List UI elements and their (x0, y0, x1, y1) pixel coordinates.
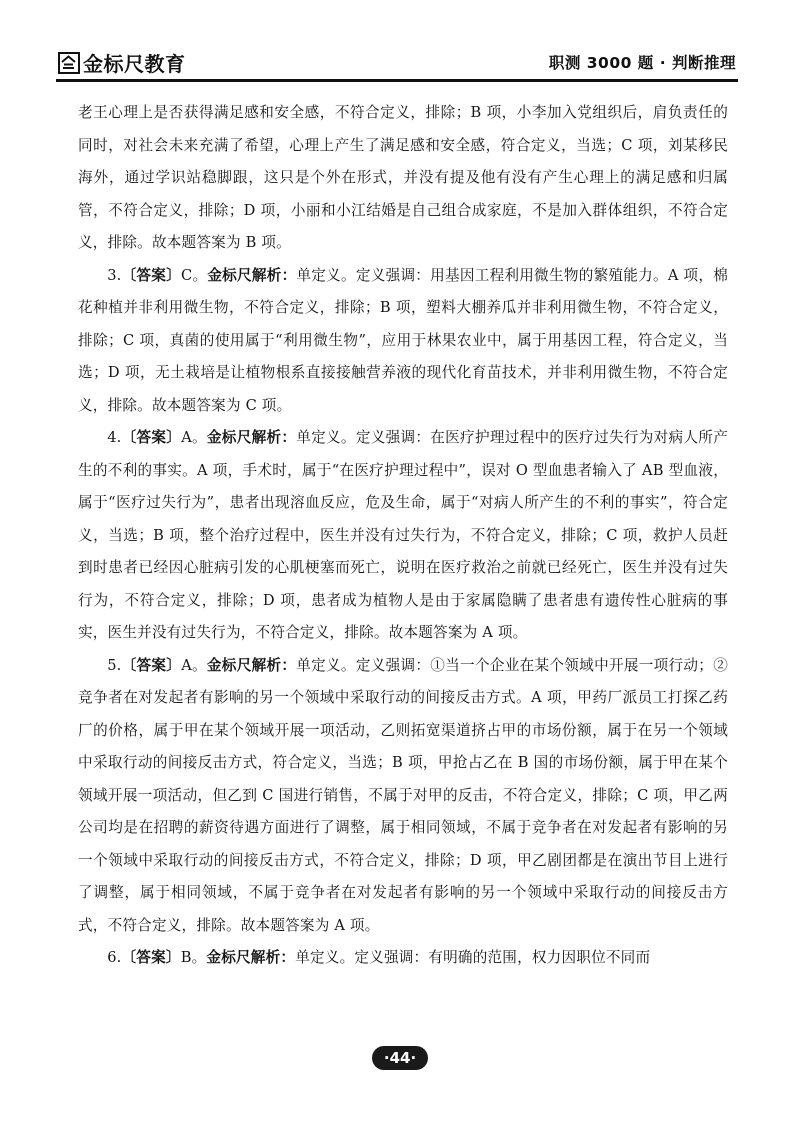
analysis-tag: 金标尺解析： (207, 266, 297, 284)
item-number: 5. (107, 656, 122, 674)
analysis-tag: 金标尺解析： (206, 656, 297, 674)
answer-item-3 (78, 260, 728, 423)
paragraph-text: 老王心理上是否获得满足感和安全感，不符合定义，排除；B 项，小李加入党组织后，肩负责任的同时，对社会未来充满了希望，心理上产生了满足感和安全感，符合定义，当选；C 项，刘某移民海外，通过学识站稳脚跟，这只是个外在形式，并没有提及他有没有产生心理上的满足感和归属管，不符合定义，排除；D 项，小丽和小江结婚是自己组合成家庭，不是加入群体组织，不符合定义，排除。故本题答案为 B 项。 (78, 104, 728, 251)
page-header (56, 44, 738, 82)
item-number: 3. (107, 266, 122, 284)
logo-text: 金标尺教育 (83, 52, 186, 76)
answer-item-6 (78, 942, 728, 975)
logo-mark-icon (58, 52, 80, 74)
answer-tag: 〔答案〕 (121, 266, 182, 284)
page-number: ·44· (372, 1046, 428, 1070)
answer-tag: 〔答案〕 (121, 949, 181, 966)
answer-letter: A。 (181, 656, 207, 674)
page-number-value: 44 (389, 1049, 411, 1067)
analysis-tag: 金标尺解析： (206, 949, 296, 966)
answer-item-5 (78, 650, 728, 943)
paragraph-text: 单定义。定义强调：在医疗护理过程中的医疗过失行为对病人所产生的不利的事实。A 项，手术时，属于“在医疗护理过程中”，误对 O 型血患者输入了 AB 型血液，属于“医疗过失行为”，患者出现溶血反应，危及生命，属于“对病人所产生的不利的事实”，符合定义，当选；B 项，整个治疗过程中，医生并没有过失行为，不符合定义，排除；C 项，救护人员赶到时患者已经因心脏病引发的心肌梗塞而死亡，说明在医疗救治之前就已经死亡，医生并没有过失行为，不符合定义，排除；D 项，患者成为植物人是由于家属隐瞒了患者患有遗传性心脏病的事实，医生并没有过失行为，不符合定义，排除。故本题答案为 A 项。 (78, 429, 728, 641)
answer-tag: 〔答案〕 (121, 429, 182, 446)
paragraph-text: 单定义。定义强调：用基因工程利用微生物的繁殖能力。A 项，棉花种植并非利用微生物，不符合定义，排除；B 项，塑料大棚养瓜并非利用微生物，不符合定义，排除；C 项，真菌的使用属于“利用微生物”，应用于林果农业中，属于用基因工程，符合定义，当选；D 项，无土栽培是让植物根系直接接触营养液的现代化育苗技术，并非利用微生物，不符合定义，排除。故本题答案为 C 项。 (78, 266, 728, 414)
item-number: 6. (107, 949, 122, 966)
answer-letter: A。 (181, 429, 207, 446)
paragraph-text: 单定义。定义强调：①当一个企业在某个领域中开展一项行动；②竞争者在对发起者有影响的另一个领域中采取行动的间接反击方式。A 项，甲药厂派员工打探乙药厂的价格，属于甲在某个领域开展一项活动，乙则拓宽渠道挤占甲的市场份额，属于在另一个领域中采取行动的间接反击方式，符合定义，当选；B 项，甲抢占乙在 B 国的市场份额，属于甲在某个领域开展一项活动，但乙到 C 国进行销售，不属于对甲的反击，不符合定义，排除；C 项，甲乙两公司均是在招聘的薪资待遇方面进行了调整，属于相同领域，不属于竞争者在对发起者有影响的另一个领域中采取行动的间接反击方式，不符合定义，排除；D 项，甲乙剧团都是在演出节目上进行了调整，属于相同领域，不属于竞争者在对发起者有影响的另一个领域中采取行动的间接反击方式，不符合定义，排除。故本题答案为 A 项。 (78, 656, 728, 934)
header-rule (56, 79, 738, 82)
book-title: 职测 3000 题 · 判断推理 (548, 54, 736, 72)
analysis-tag: 金标尺解析： (206, 429, 297, 446)
answer-explanations (78, 97, 728, 975)
answer-item-4 (78, 422, 728, 650)
answer-tag: 〔答案〕 (121, 656, 182, 674)
answer-letter: B。 (180, 949, 207, 966)
item-number: 4. (107, 429, 122, 446)
continued-paragraph (78, 97, 728, 260)
publisher-logo (58, 48, 186, 77)
paragraph-text: 单定义。定义强调：有明确的范围，权力因职位不同而 (295, 949, 651, 966)
answer-letter: C。 (181, 266, 208, 284)
